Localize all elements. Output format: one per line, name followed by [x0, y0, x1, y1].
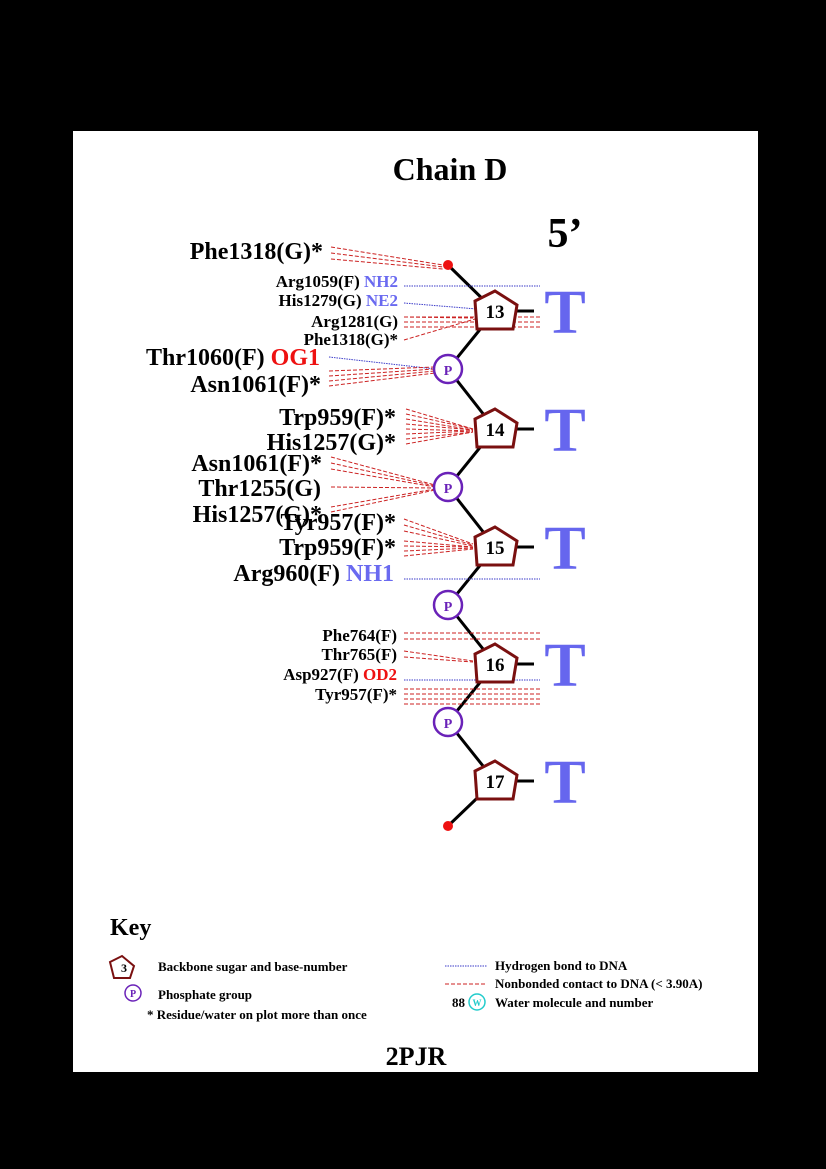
residue-label: Phe1318(G)*	[303, 330, 398, 349]
svg-text:88: 88	[452, 995, 465, 1010]
svg-text:16: 16	[485, 655, 505, 676]
legend-sugar	[110, 956, 348, 978]
pdb-id: 2PJR	[385, 1042, 447, 1071]
residue-label: Thr765(F)	[321, 645, 397, 664]
residue-label: Arg1281(G)	[311, 312, 398, 331]
residue-label: Asn1061(F)*	[190, 372, 321, 398]
residue-label: Tyr957(F)*	[280, 510, 396, 536]
residue-label: Phe764(F)	[322, 626, 397, 645]
base-16: T	[544, 632, 586, 700]
svg-text:Phosphate group: Phosphate group	[158, 987, 253, 1002]
svg-text:17: 17	[485, 772, 505, 793]
sugar-13	[475, 291, 517, 329]
residue-label: Trp959(F)*	[279, 535, 396, 561]
base-13: T	[544, 279, 586, 347]
svg-text:P: P	[443, 717, 453, 732]
svg-text:14: 14	[485, 420, 505, 441]
legend-hbond	[445, 958, 628, 973]
base-15: T	[544, 515, 586, 583]
nucplot-diagram	[73, 131, 758, 1072]
legend-water	[452, 994, 654, 1010]
sugar-14	[475, 409, 517, 447]
sugar-16	[475, 644, 517, 682]
residue-label: Tyr957(F)*	[315, 685, 397, 704]
svg-text:Nonbonded contact to DNA (< 3.: Nonbonded contact to DNA (< 3.90A)	[495, 976, 703, 991]
svg-text:15: 15	[485, 538, 505, 559]
legend-phosphate	[125, 985, 252, 1002]
phosphate-4	[434, 708, 462, 736]
residue-label: Arg1059(F) NH2	[275, 272, 398, 291]
terminal-atom-top	[443, 260, 453, 270]
svg-text:Water molecule and number: Water molecule and number	[495, 995, 654, 1010]
svg-text:3: 3	[121, 961, 127, 975]
svg-text:W: W	[472, 998, 482, 1008]
residue-label: Asp927(F) OD2	[283, 665, 397, 684]
svg-text:P: P	[129, 989, 137, 1000]
residue-label: Asn1061(F)*	[191, 451, 322, 477]
svg-text:P: P	[443, 364, 453, 379]
sugar-15	[475, 527, 517, 565]
phosphate-1	[434, 355, 462, 383]
sugar-17	[475, 761, 517, 799]
base-14: T	[544, 397, 586, 465]
residue-label: Arg960(F) NH1	[233, 561, 394, 587]
residue-label: Thr1255(G)	[198, 476, 321, 502]
legend-repeat-note: * Residue/water on plot more than once	[147, 1007, 367, 1022]
residue-label: His1279(G) NE2	[278, 291, 398, 310]
phosphate-3	[434, 591, 462, 619]
svg-text:P: P	[443, 600, 453, 615]
legend-nonbond	[445, 976, 702, 991]
phosphate-2	[434, 473, 462, 501]
svg-text:P: P	[443, 482, 453, 497]
plot-page	[73, 131, 758, 1072]
residue-label: His1257(G)*	[266, 430, 396, 456]
svg-text:Hydrogen bond to DNA: Hydrogen bond to DNA	[495, 958, 628, 973]
residue-label: His1257(G)*	[192, 502, 322, 528]
five-prime-label: 5’	[547, 211, 583, 257]
svg-text:Backbone sugar and base-number: Backbone sugar and base-number	[158, 959, 348, 974]
chain-title: Chain D	[392, 151, 508, 187]
legend	[110, 915, 702, 1022]
terminal-atom-bottom	[443, 821, 453, 831]
base-17: T	[544, 749, 586, 817]
legend-title: Key	[110, 915, 152, 941]
residue-label: Thr1060(F) OG1	[146, 345, 320, 371]
svg-text:13: 13	[485, 302, 505, 323]
residue-label: Phe1318(G)*	[189, 239, 323, 265]
residue-label: Trp959(F)*	[279, 405, 396, 431]
